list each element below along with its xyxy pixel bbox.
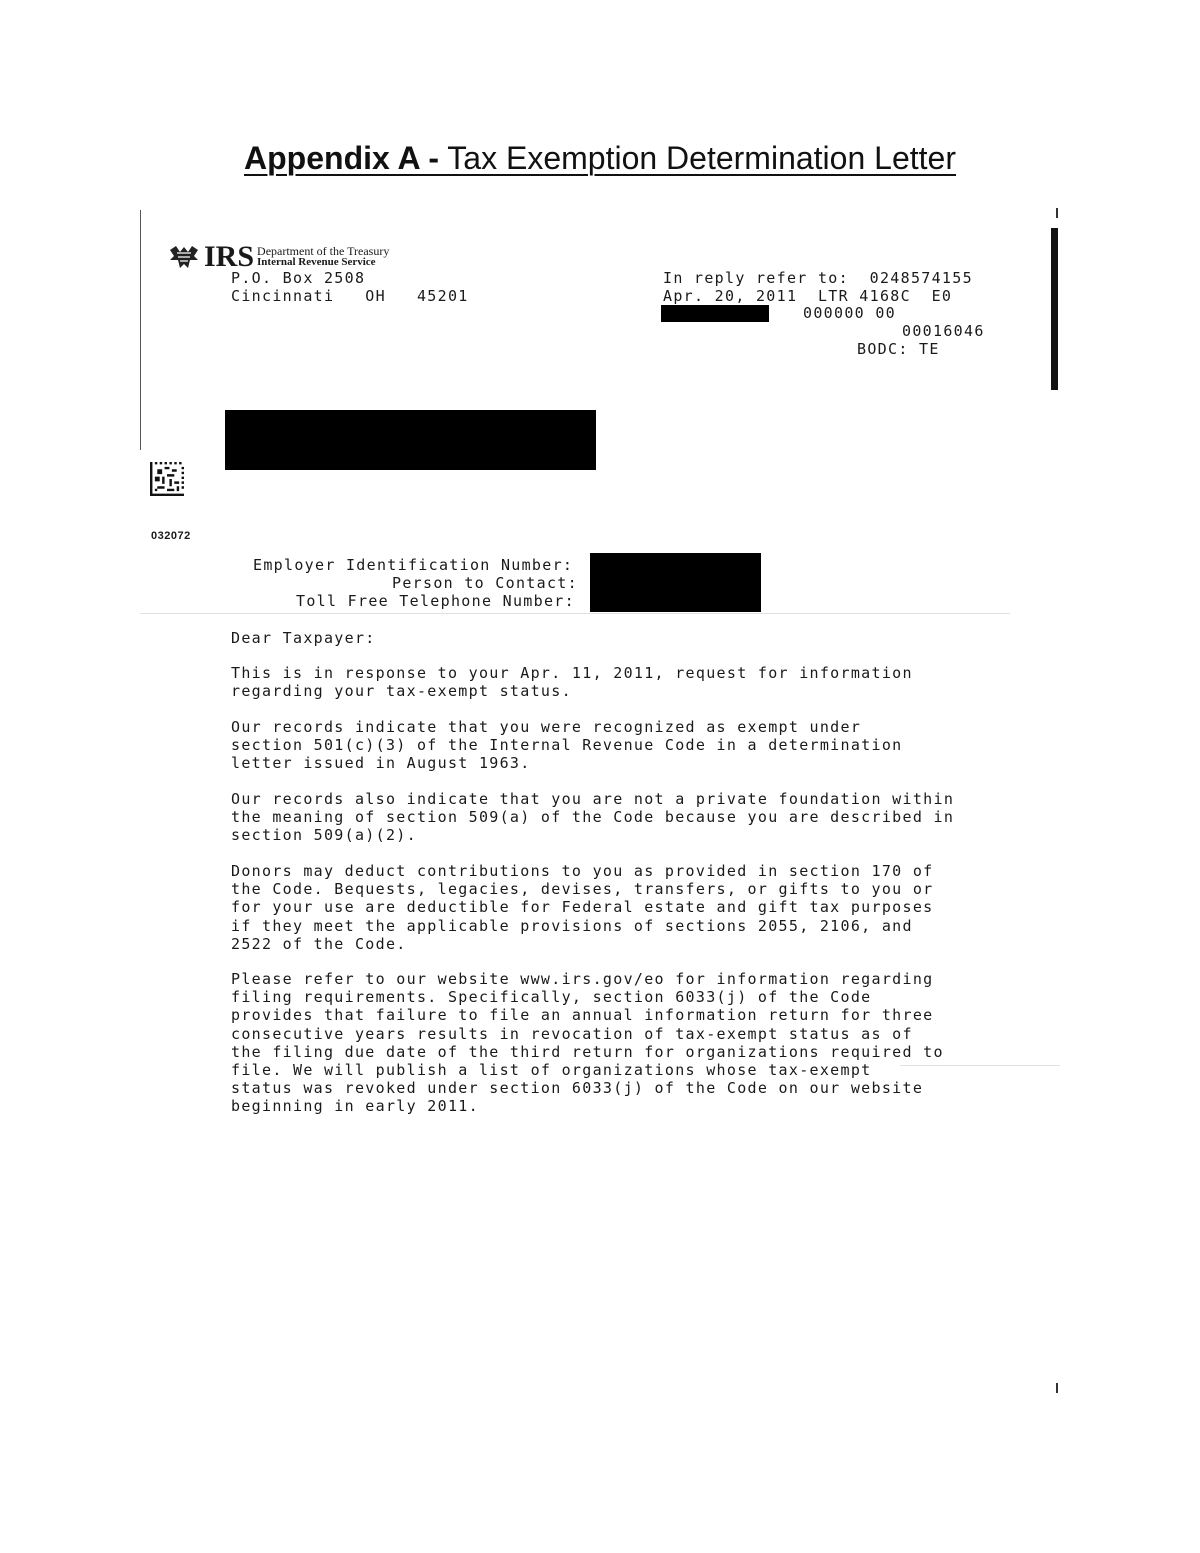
reference-line-4: 00016046	[902, 322, 985, 340]
irs-eagle-icon	[168, 244, 200, 270]
person-contact-label: Person to Contact:	[392, 574, 578, 592]
redacted-contact-info	[590, 553, 761, 612]
heading-bold: Appendix A -	[244, 140, 439, 176]
paragraph-filing-requirements: Please refer to our website www.irs.gov/eo for information regarding filing requirements. Specifically, section 6033(j) of the Code provides that failure to file an annual information return for three consecutive years results in revocation of tax-exempt status as of the filing due date of the third return for organizations required to file. We will publish a list of organizations whose tax-exempt status was revoked under section 6033(j) of the Code on our website beginning in early 2011.	[231, 970, 944, 1116]
paragraph-donations: Donors may deduct contributions to you as provided in section 170 of the Code. Bequests, legacies, devises, transfers, or gifts to you or for your use are deductible for Federal estate and gift tax purposes if they meet the applicable provisions of sections 2055, 2106, and 2522 of the Code.	[231, 862, 934, 953]
reference-line-3: 000000 00	[803, 304, 896, 322]
paragraph-exemption: Our records indicate that you were recognized as exempt under section 501(c)(3) of the Internal Revenue Code in a determination letter issued in August 1963.	[231, 718, 903, 773]
heading-title: Tax Exemption Determination Letter	[438, 140, 956, 176]
redacted-reference	[661, 305, 769, 322]
scan-tick-top	[1056, 208, 1058, 218]
page-heading	[0, 140, 1200, 177]
address-line-2: Cincinnati OH 45201	[231, 287, 469, 305]
salutation: Dear Taxpayer:	[231, 629, 376, 647]
address-line-1: P.O. Box 2508	[231, 269, 366, 287]
scan-artifact-line	[140, 613, 1010, 614]
dept-line-2: Internal Revenue Service	[257, 256, 376, 268]
scan-tick-bottom	[1056, 1383, 1058, 1393]
datamatrix-barcode-icon	[150, 462, 184, 496]
reference-line-1: In reply refer to: 0248574155	[663, 269, 973, 287]
irs-logo	[168, 242, 389, 272]
department-name	[257, 246, 389, 268]
agency-name: IRS	[204, 240, 255, 273]
redacted-recipient-address	[225, 410, 596, 470]
reference-line-5: BODC: TE	[857, 340, 940, 358]
paragraph-foundation-status: Our records also indicate that you are not a private foundation within the meaning of section 509(a) of the Code because you are described in section 509(a)(2).	[231, 790, 955, 845]
paragraph-request: This is in response to your Apr. 11, 2011, request for information regarding your tax-exempt status.	[231, 664, 913, 701]
ein-label: Employer Identification Number:	[253, 556, 574, 574]
scan-edge-left	[140, 210, 141, 450]
scan-artifact-line-2	[900, 1065, 1060, 1066]
phone-label: Toll Free Telephone Number:	[296, 592, 575, 610]
reference-line-2: Apr. 20, 2011 LTR 4168C E0	[663, 287, 953, 305]
scan-edge-right	[1051, 228, 1058, 390]
sequence-number: 032072	[151, 530, 191, 542]
dept-line-1: Department of the Treasury	[257, 244, 390, 258]
